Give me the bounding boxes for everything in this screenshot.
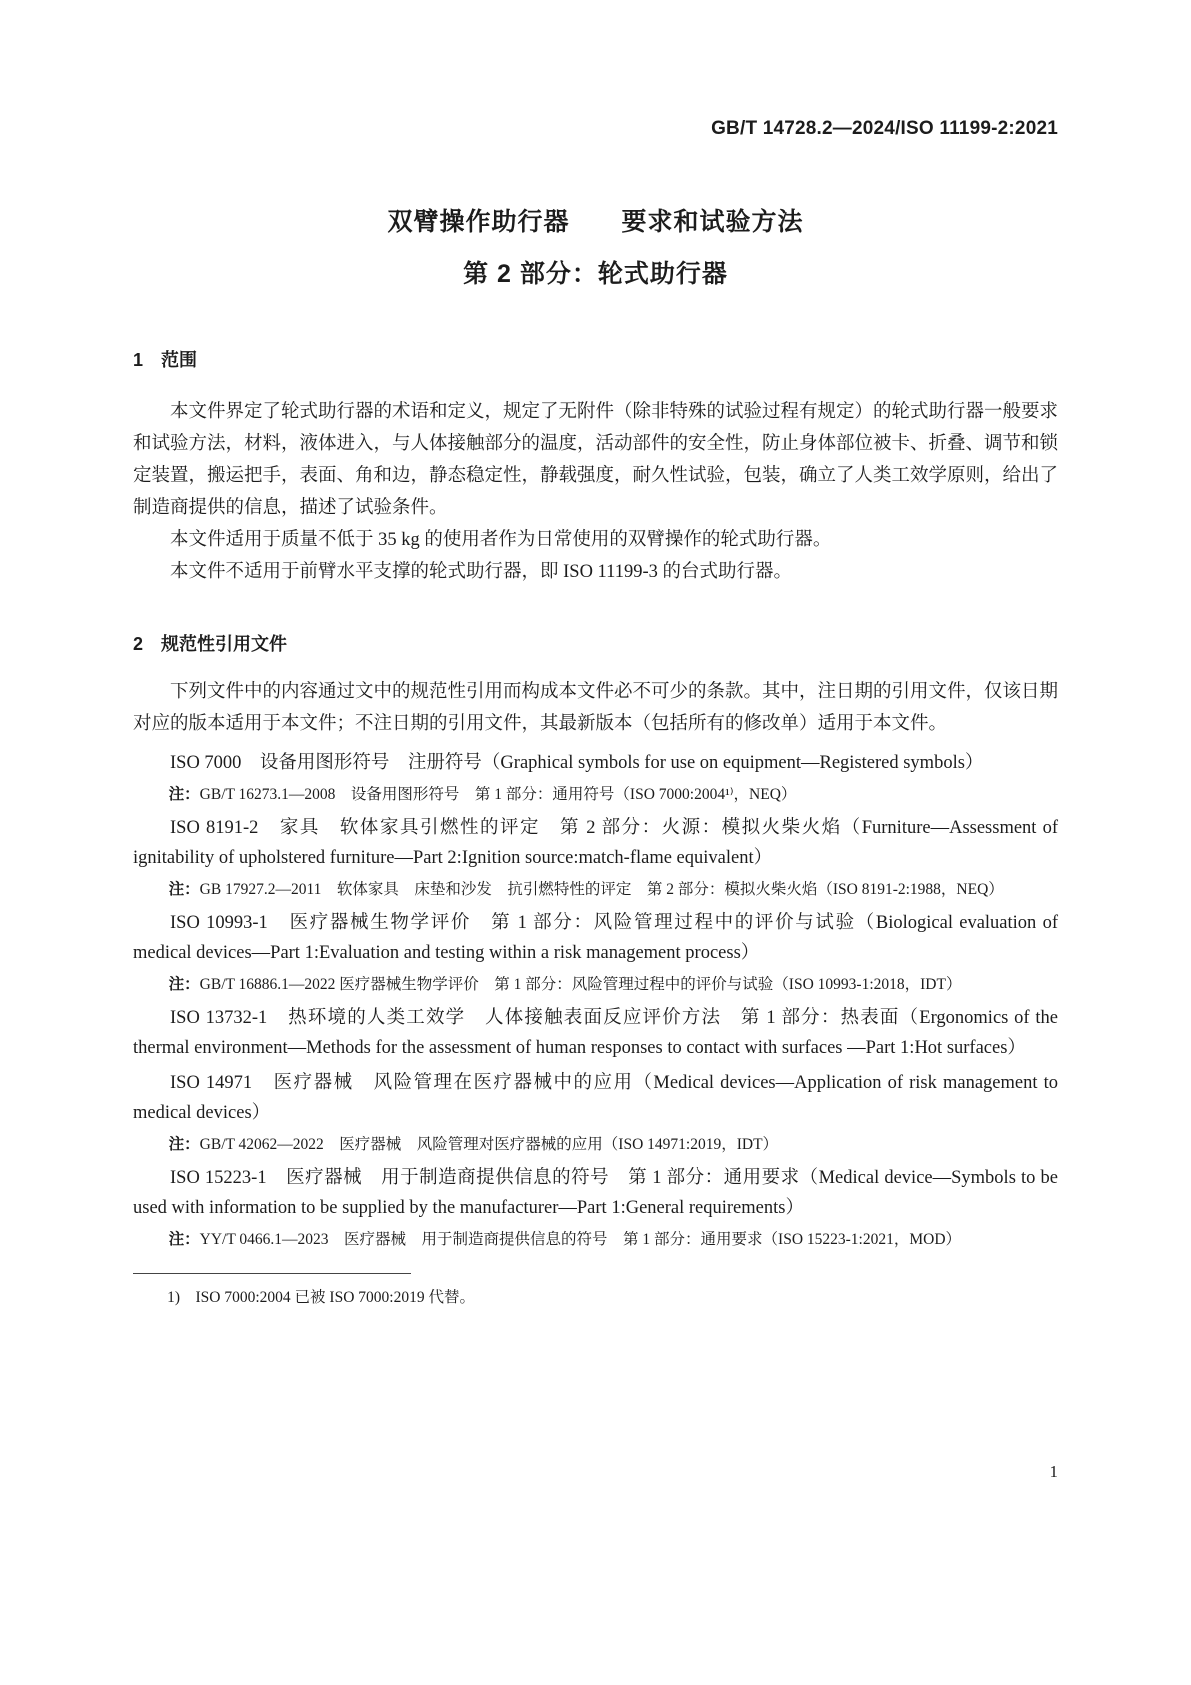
footnote: 1) ISO 7000:2004 已被 ISO 7000:2019 代替。 [167,1289,475,1306]
note-label: 注： [168,1136,200,1153]
reference-note [133,971,1058,998]
section-1-heading: 1 范围 [133,350,198,370]
note-label: 注： [168,881,200,898]
scope-paragraph-2: 本文件适用于质量不低于 35 kg 的使用者作为日常使用的双臂操作的轮式助行器。 [170,530,832,550]
footnote-divider [133,1273,411,1274]
reference-note [133,876,1058,903]
reference-note [133,1131,1058,1158]
note-label: 注： [168,786,200,803]
reference-entry: ISO 14971 医疗器械 风险管理在医疗器械中的应用（Medical devices—Application of risk management to medical devices） [133,1073,1058,1123]
document-title-line2: 第 2 部分：轮式助行器 [463,260,728,288]
note-text: GB/T 42062—2022 医疗器械 风险管理对医疗器械的应用（ISO 14971:2019，IDT） [199,1136,779,1153]
note-text: GB/T 16886.1—2022 医疗器械生物学评价 第 1 部分：风险管理过程中的评价与试验（ISO 10993-1:2018，IDT） [199,976,962,993]
reference-entry: ISO 8191-2 家具 软体家具引燃性的评定 第 2 部分：火源：模拟火柴火焰（Furniture—Assessment of ignitability of upholstered furniture—Part 2:Ignition source:match-flame equivalent） [133,818,1058,868]
reference-note [133,781,1058,808]
scope-paragraph-1: 本文件界定了轮式助行器的术语和定义，规定了无附件（除非特殊的试验过程有规定）的轮式助行器一般要求和试验方法，材料，液体进入，与人体接触部分的温度，活动部件的安全性，防止身体部位被卡、折叠、调节和锁定装置，搬运把手，表面、角和边，静态稳定性，静载强度，耐久性试验，包装，确立了人类工效学原则，给出了制造商提供的信息，描述了试验条件。 [133,402,1059,518]
document-title-line1: 双臂操作助行器 要求和试验方法 [387,208,804,236]
reference-entry: ISO 15223-1 医疗器械 用于制造商提供信息的符号 第 1 部分：通用要求（Medical device—Symbols to be used with information to be supplied by the manufacturer—Part 1:General requirements） [133,1168,1058,1218]
note-label: 注： [168,976,200,993]
normative-references-intro: 下列文件中的内容通过文中的规范性引用而构成本文件必不可少的条款。其中，注日期的引用文件，仅该日期对应的版本适用于本文件；不注日期的引用文件，其最新版本（包括所有的修改单）适用于本文件。 [133,682,1059,734]
section-2-heading: 2 规范性引用文件 [133,634,288,654]
reference-entry: ISO 7000 设备用图形符号 注册符号（Graphical symbols for use on equipment—Registered symbols） [170,753,984,773]
scope-paragraph-3: 本文件不适用于前臂水平支撑的轮式助行器，即 ISO 11199-3 的台式助行器。 [170,562,792,582]
standard-number: GB/T 14728.2—2024/ISO 11199-2:2021 [711,118,1058,139]
reference-entry: ISO 10993-1 医疗器械生物学评价 第 1 部分：风险管理过程中的评价与试验（Biological evaluation of medical devices—Part 1:Evaluation and testing within a risk management process） [133,913,1058,963]
note-label: 注： [168,1231,200,1248]
footnote-block [133,1273,1058,1310]
note-text: GB/T 16273.1—2008 设备用图形符号 第 1 部分：通用符号（ISO 7000:2004¹⁾，NEQ） [199,786,797,803]
note-text: YY/T 0466.1—2023 医疗器械 用于制造商提供信息的符号 第 1 部分：通用要求（ISO 15223-1:2021，MOD） [199,1231,962,1248]
note-text: GB 17927.2—2011 软体家具 床垫和沙发 抗引燃特性的评定 第 2 部分：模拟火柴火焰（ISO 8191-2:1988，NEQ） [199,881,1004,898]
reference-entry: ISO 13732-1 热环境的人类工效学 人体接触表面反应评价方法 第 1 部分：热表面（Ergonomics of the thermal environment—Methods for the assessment of human responses to contact with surfaces —Part 1:Hot surfaces） [133,1008,1058,1058]
page-content [133,0,1058,1310]
reference-note [133,1226,1058,1253]
page-number: 1 [1049,1462,1058,1481]
